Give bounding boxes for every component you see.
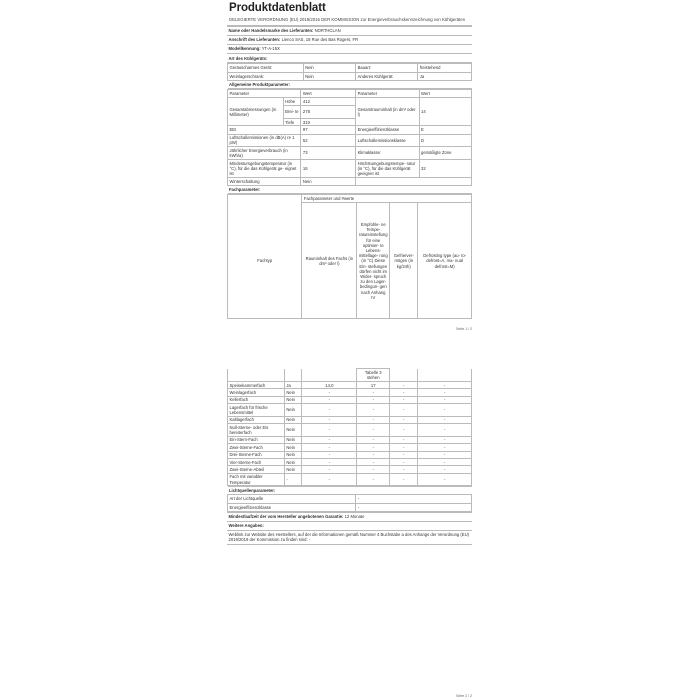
compartment-cell-label: Kellerfach — [228, 396, 285, 403]
compartment-cell-freeze: - — [390, 451, 418, 458]
compartment-cell-temp: - — [357, 436, 390, 443]
supplier-address-value: Lienco SAS, 18 Rue des Bas Rogers, FR — [281, 37, 359, 43]
supplier-name-label: Name oder Handelsmarke des Lieferanten: — [228, 28, 314, 34]
compartment-cell-label: Drei-Sterne-Fach — [228, 451, 285, 458]
compartment-cell-volume: - — [302, 416, 357, 423]
compartment-cell-temp: - — [357, 389, 390, 396]
compartment-cell-freeze: - — [390, 473, 418, 486]
compartment-cell-label: Lagerfach für frische Lebensmittel — [228, 404, 285, 417]
annual-energy-label: Jährlicher Energieverbrauch (in kWh/a) — [228, 147, 301, 160]
depth-label: Tiefe — [283, 119, 301, 126]
compartment-cell-defrost: - — [418, 396, 472, 403]
supplier-address-label: Anschrift des Lieferanten: — [228, 37, 281, 43]
param-header-2: Parameter — [356, 89, 419, 97]
compartment-cell-defrost: - — [418, 436, 472, 443]
compartment-cell-temp: - — [357, 424, 390, 437]
compartment-cell-freeze: - — [390, 404, 418, 417]
model-row — [227, 44, 472, 53]
design-value: freistehend — [418, 64, 472, 72]
value-header-1: Wert — [301, 89, 356, 97]
param-header-1: Parameter — [228, 89, 301, 97]
compartment-row — [228, 416, 472, 423]
compartment-row — [228, 466, 472, 473]
design-label: Bauart: — [356, 64, 418, 72]
energy-class-label: Energieeffizienzklasse — [356, 126, 419, 134]
compartment-cell-temp: - — [357, 416, 390, 423]
compartment-row — [228, 458, 472, 465]
compartment-rows — [228, 382, 472, 486]
width-label: Brei- te — [283, 106, 301, 119]
energy-class-value: E — [419, 126, 472, 134]
col-volume-header: Rauminhalt des Fachs (in dm³ oder l) — [302, 203, 357, 319]
total-volume-value: 14 — [419, 98, 472, 126]
annual-energy-value: 73 — [301, 147, 356, 160]
device-type-table — [227, 63, 472, 89]
device-type-label: Art des Kühlgeräts: — [227, 54, 472, 63]
compartment-cell-volume: - — [302, 458, 357, 465]
compartment-values-table — [227, 368, 472, 486]
light-class-label: Energieeffizienzklasse — [228, 503, 356, 511]
compartment-row — [228, 473, 472, 486]
supplier-address-row — [227, 35, 472, 44]
compartment-cell-freeze: - — [390, 382, 418, 389]
compartment-cell-present: - — [284, 473, 302, 486]
compartment-cell-temp: - — [357, 396, 390, 403]
compartment-cell-temp: - — [357, 458, 390, 465]
compartment-cell-present: Nein — [284, 416, 302, 423]
compartment-cell-defrost: - — [418, 389, 472, 396]
noise-emission-value: 52 — [301, 134, 356, 147]
eei-label: EEI — [228, 126, 301, 134]
compartment-cell-label: Zwei-Sterne-Fach — [228, 444, 285, 451]
noise-class-label: Luftschallemissionsklasse — [356, 134, 419, 147]
compartment-cell-freeze: - — [390, 444, 418, 451]
compartment-cell-defrost: - — [418, 466, 472, 473]
compartment-cell-volume: - — [302, 424, 357, 437]
width-value: 278 — [301, 106, 356, 119]
page-title: Produktdatenblatt — [229, 2, 326, 14]
page-number-1: Seite 1 / 2 — [456, 327, 473, 331]
compartment-cell-present: Nein — [284, 436, 302, 443]
compartment-cell-volume: - — [302, 436, 357, 443]
compartment-cell-volume: - — [302, 473, 357, 486]
compartment-cell-present: Nein — [284, 396, 302, 403]
compartment-cell-label: Kaltlagerfach — [228, 416, 285, 423]
compartment-cell-label: Zwei-Sterne-Abteil — [228, 466, 285, 473]
low-noise-value: Nein — [303, 64, 355, 72]
compartment-cell-freeze: - — [390, 458, 418, 465]
compartment-cell-defrost: - — [418, 404, 472, 417]
warranty-row — [227, 512, 472, 521]
light-class-value: - — [356, 503, 472, 511]
low-noise-label: Geräuscharmes Gerät: — [228, 64, 304, 72]
general-params-label: Allgemeine Produktparameter: — [228, 80, 472, 88]
compartment-cell-present: Nein — [284, 389, 302, 396]
compartment-cell-label: Vier-Sterne-Fach — [228, 458, 285, 465]
max-temp-label: Höchstumgebungstempe- ratur (in °C), für die das Kühlgerät geeignet ist — [356, 159, 419, 177]
supplier-name-row — [227, 26, 472, 35]
max-temp-value: 32 — [419, 159, 472, 177]
depth-value: 310 — [301, 119, 356, 126]
warranty-value: 12 Monate — [344, 514, 365, 520]
min-temp-value: 16 — [301, 159, 356, 177]
compartment-row — [228, 424, 472, 437]
general-params-table — [227, 89, 472, 194]
compartment-cell-present: Nein — [284, 444, 302, 451]
compartment-row — [228, 404, 472, 417]
compartment-cell-defrost: - — [418, 444, 472, 451]
compartment-cell-label: Speisekammerfach — [228, 382, 285, 389]
weblink-row — [227, 530, 472, 544]
compartment-row — [228, 451, 472, 458]
total-volume-label: Gesamtrauminhalt (in dm³ oder l) — [356, 98, 419, 126]
compartment-cell-present: Ja — [284, 382, 302, 389]
compartment-cell-volume: - — [302, 466, 357, 473]
noise-class-value: D — [419, 134, 472, 147]
datasheet-page-2 — [227, 368, 472, 545]
compartment-cell-defrost: - — [418, 451, 472, 458]
compartment-values-label: Fachparameter und #werte — [302, 195, 472, 203]
regulation-subtitle: DELEGIERTE VERORDNUNG (EU) 2019/2016 DER KOMMISSION zur Energieverbrauchskennzeichnung von Kühlgeräten — [227, 15, 472, 26]
value-header-2: Wert — [419, 89, 472, 97]
compartment-cell-temp: - — [357, 466, 390, 473]
wine-cabinet-label: Weinlagerschrank: — [228, 72, 304, 80]
compartment-cell-present: Nein — [284, 404, 302, 417]
compartment-cell-freeze: - — [390, 389, 418, 396]
dimensions-label: Gesamtabmessungen (in Millimeter) — [228, 98, 284, 126]
compartment-cell-freeze: - — [390, 436, 418, 443]
compartment-type-label: Fachtyp — [228, 203, 302, 319]
compartment-cell-present: Nein — [284, 458, 302, 465]
compartment-row — [228, 389, 472, 396]
col-freeze-header: Gefrierver- mögen (in kg/24h) — [390, 203, 418, 319]
model-value: YT-A-15X — [261, 46, 280, 52]
page-number-2: Seite 2 / 2 — [456, 694, 473, 698]
compartment-cell-freeze: - — [390, 424, 418, 437]
warranty-label: Mindestlaufzeit der vom Hersteller angebotenen Garantie: — [228, 514, 344, 520]
weblink-text: Weblink zur Website des Herstellers, auf der die Informationen gemäß Nummer 4 Buchstabe a des Anhangs der Verordnung (EU) 2019/2019 der Kommission zu finden sind: — [228, 532, 470, 543]
compartment-cell-volume: - — [302, 396, 357, 403]
winter-label: Winterschaltung — [228, 177, 301, 185]
min-temp-label: Mindestumgebungstemperatur (in °C), für die das Kühlgerät ge- eignet ist — [228, 159, 301, 177]
col-defrost-header: Defrosting type (au- to-defrost=A, ma- nual defrost=M) — [418, 203, 472, 319]
compartment-row — [228, 382, 472, 389]
table-note: Tabelle 3 stehen — [357, 369, 390, 382]
warranty-table — [227, 512, 472, 545]
supplier-name-value: NORTHCLAN — [314, 28, 341, 34]
compartment-cell-present: Nein — [284, 424, 302, 437]
compartment-cell-present: Nein — [284, 466, 302, 473]
compartment-cell-volume: 14,0 — [302, 382, 357, 389]
wine-cabinet-value: Nein — [303, 72, 355, 80]
compartment-header-table — [227, 194, 472, 319]
compartment-row — [228, 436, 472, 443]
compartment-cell-temp: - — [357, 451, 390, 458]
height-label: Höhe — [283, 98, 301, 106]
light-params-label: Lichtquellenparameter: — [228, 487, 472, 495]
compartment-cell-defrost: - — [418, 416, 472, 423]
compartment-cell-label: Ein-Stern-Fach — [228, 436, 285, 443]
eei-value: 97 — [301, 126, 356, 134]
light-type-label: Art der Lichtquelle — [228, 495, 356, 503]
compartment-cell-volume: - — [302, 451, 357, 458]
compartment-cell-label: Fach mit variabler Temperatur — [228, 473, 285, 486]
compartment-cell-defrost: - — [418, 473, 472, 486]
compartment-cell-volume: - — [302, 404, 357, 417]
other-device-label: Anderes Kühlgerät: — [356, 72, 418, 80]
compartment-cell-label: Weinlagerfach — [228, 389, 285, 396]
compartment-cell-volume: - — [302, 444, 357, 451]
compartment-params-label: Fachparameter: — [228, 186, 472, 194]
compartment-cell-label: Null-Sterne- oder Eis bereiterfach — [228, 424, 285, 437]
model-label: Modellkennung: — [228, 46, 261, 52]
compartment-cell-defrost: - — [418, 382, 472, 389]
further-info-label: Weitere Angaben: — [227, 521, 472, 530]
compartment-cell-freeze: - — [390, 466, 418, 473]
compartment-cell-freeze: - — [390, 416, 418, 423]
col-temp-header: Empfohle- ne Tempe- ratureinstellung für eine optimier- te Lebens- mittellage- rung (in °C) Diese Ein- stellungen dürfen nicht im Wider- spruch zu den Lager- bedingun- gen nach Anhang IV — [357, 203, 390, 319]
compartment-row — [228, 444, 472, 451]
compartment-cell-temp: - — [357, 473, 390, 486]
compartment-cell-temp: - — [357, 404, 390, 417]
compartment-cell-freeze: - — [390, 396, 418, 403]
compartment-cell-volume: - — [302, 389, 357, 396]
climate-class-value: gemäßigte Zone — [419, 147, 472, 160]
supplier-table — [227, 26, 472, 64]
compartment-cell-temp: - — [357, 444, 390, 451]
height-value: 412 — [301, 98, 356, 106]
noise-emission-label: Luftschallemissionen (in dB(A) re 1 pW) — [228, 134, 301, 147]
compartment-row — [228, 396, 472, 403]
compartment-cell-defrost: - — [418, 424, 472, 437]
datasheet-page-1 — [227, 0, 472, 319]
compartment-cell-present: Nein — [284, 451, 302, 458]
other-device-value: Ja — [418, 72, 472, 80]
light-type-value: - — [356, 495, 472, 503]
compartment-cell-temp: 17 — [357, 382, 390, 389]
climate-class-label: Klimaklasse: — [356, 147, 419, 160]
weblink-value: - — [308, 537, 311, 543]
winter-value: Nein — [301, 177, 356, 185]
compartment-cell-defrost: - — [418, 458, 472, 465]
light-params-table — [227, 486, 472, 512]
